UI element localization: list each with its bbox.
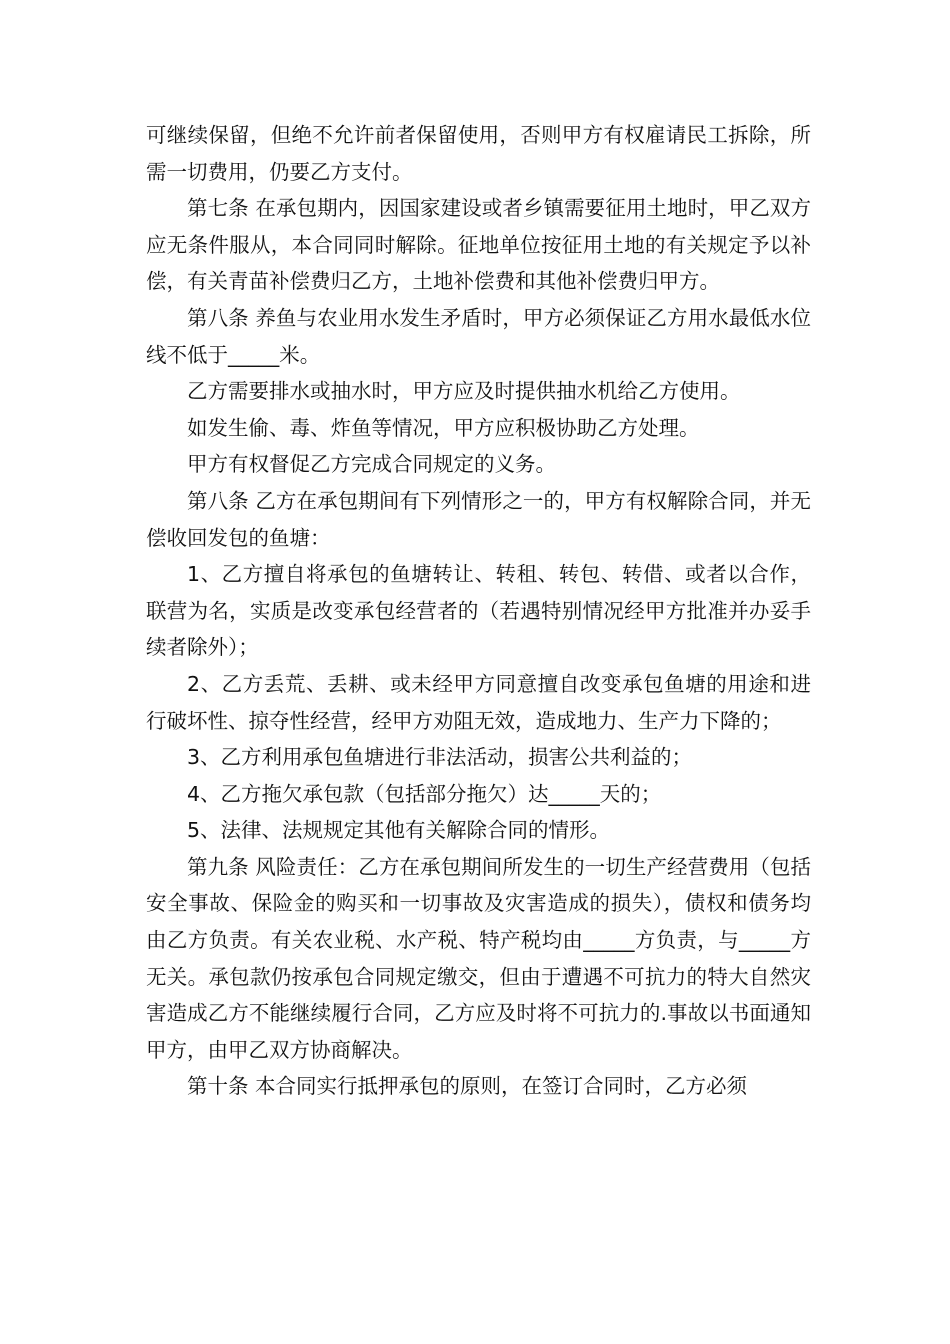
paragraph-item-5: 5、法律、法规规定其他有关解除合同的情形。 — [187, 818, 611, 843]
paragraph-supervision: 甲方有权督促乙方完成合同规定的义务。 — [187, 452, 556, 477]
paragraph-article-8-water: 第八条 养鱼与农业用水发生矛盾时，甲方必须保证乙方用水最低水位线不低于_____米。 — [146, 305, 811, 367]
document-body — [146, 117, 811, 1105]
paragraph-item-3: 3、乙方利用承包鱼塘进行非法活动，损害公共利益的； — [187, 745, 693, 770]
paragraph-article-8-termination: 第八条 乙方在承包期间有下列情形之一的，甲方有权解除合同，并无偿收回发包的鱼塘： — [146, 488, 811, 550]
paragraph-continuation: 可继续保留，但绝不允许前者保留使用，否则甲方有权雇请民工拆除，所需一切费用，仍要乙方支付。 — [146, 123, 811, 184]
paragraph-item-4: 4、乙方拖欠承包款（包括部分拖欠）达_____天的； — [187, 781, 662, 806]
paragraph-article-7: 第七条 在承包期内，因国家建设或者乡镇需要征用土地时，甲乙双方应无条件服从，本合同同时解除。征地单位按征用土地的有关规定予以补偿，有关青苗补偿费归乙方，土地补偿费和其他补偿费归甲方。 — [146, 196, 811, 294]
paragraph-drainage: 乙方需要排水或抽水时，甲方应及时提供抽水机给乙方使用。 — [187, 379, 741, 404]
paragraph-item-2: 2、乙方丢荒、丢耕、或未经甲方同意擅自改变承包鱼塘的用途和进行破坏性、掠夺性经营，经甲方劝阻无效，造成地力、生产力下降的； — [146, 671, 811, 733]
paragraph-theft: 如发生偷、毒、炸鱼等情况，甲方应积极协助乙方处理。 — [187, 415, 700, 440]
paragraph-article-10: 第十条 本合同实行抵押承包的原则，在签订合同时，乙方必须 — [187, 1074, 748, 1099]
paragraph-item-1: 1、乙方擅自将承包的鱼塘转让、转租、转包、转借、或者以合作，联营为名，实质是改变承包经营者的（若遇特别情况经甲方批准并办妥手续者除外）； — [146, 562, 811, 660]
paragraph-article-9: 第九条 风险责任：乙方在承包期间所发生的一切生产经营费用（包括安全事故、保险金的购买和一切事故及灾害造成的损失），债权和债务均由乙方负责。有关农业税、水产税、特产税均由_____方负责，与_____方无关。承包款仍按承包合同规定缴交，但由于遭遇不可抗力的特大自然灾害造成乙方不能继续履行合同，乙方应及时将不可抗力的.事故以书面通知甲方，由甲乙双方协商解决。 — [146, 854, 811, 1062]
